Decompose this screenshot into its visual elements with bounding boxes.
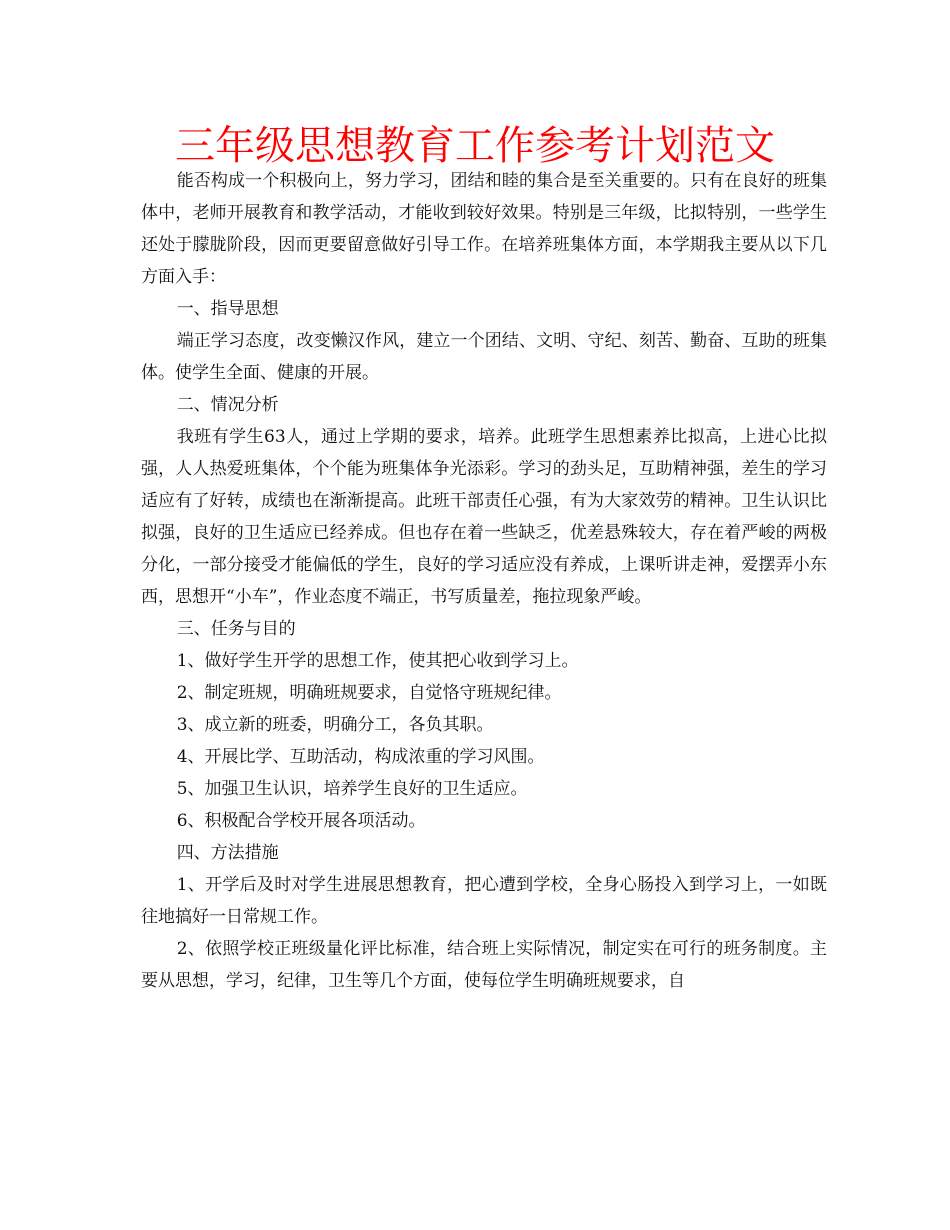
document-body <box>141 165 827 997</box>
intro-paragraph: 能否构成一个积极向上，努力学习，团结和睦的集合是至关重要的。只有在良好的班集体中，老师开展教育和教学活动，才能收到较好效果。特别是三年级，比拟特别，一些学生还处于朦胧阶段，因而更要留意做好引导工作。在培养班集体方面，本学期我主要从以下几方面入手： <box>141 171 827 287</box>
task-item: 4、开展比学、互助活动，构成浓重的学习风围。 <box>176 747 545 767</box>
situation-analysis-paragraph: 我班有学生63人，通过上学期的要求，培养。此班学生思想素养比拟高，上进心比拟强，人人热爱班集体，个个能为班集体争光添彩。学习的劲头足，互助精神强，差生的学习适应有了好转，成绩也在渐渐提高。此班干部责任心强，有为大家效劳的精神。卫生认识比拟强，良好的卫生适应已经养成。但也存在着一些缺乏，优差悬殊较大，存在着严峻的两极分化，一部分接受才能偏低的学生，良好的学习适应没有养成，上课听讲走神，爱摆弄小东西，思想开“小车”，作业态度不端正，书写质量差，拖拉现象严峻。 <box>141 427 827 607</box>
section-heading-guiding-thought: 一、指导思想 <box>176 299 279 319</box>
task-item: 1、做好学生开学的思想工作，使其把心收到学习上。 <box>176 651 579 671</box>
task-item: 5、加强卫生认识，培养学生良好的卫生适应。 <box>176 779 528 799</box>
task-item: 3、成立新的班委，明确分工，各负其职。 <box>176 715 494 735</box>
task-item: 2、制定班规，明确班规要求，自觉恪守班规纪律。 <box>176 683 562 703</box>
document-title: 三年级思想教育工作参考计划范文 <box>175 123 775 169</box>
task-item: 6、积极配合学校开展各项活动。 <box>176 811 426 831</box>
method-item: 1、开学后及时对学生进展思想教育，把心遭到学校，全身心肠投入到学习上，一如既往地搞好一日常规工作。 <box>141 875 827 927</box>
section-heading-methods: 四、方法措施 <box>176 843 279 863</box>
section-heading-situation-analysis: 二、情况分析 <box>176 395 279 415</box>
section-heading-tasks-goals: 三、任务与目的 <box>176 619 296 639</box>
method-item: 2、依照学校正班级量化评比标准，结合班上实际情况，制定实在可行的班务制度。主要从思想，学习，纪律，卫生等几个方面，使每位学生明确班规要求，自 <box>141 939 827 991</box>
guiding-thought-paragraph: 端正学习态度，改变懒汉作风，建立一个团结、文明、守纪、刻苦、勤奋、互助的班集体。使学生全面、健康的开展。 <box>141 331 827 383</box>
